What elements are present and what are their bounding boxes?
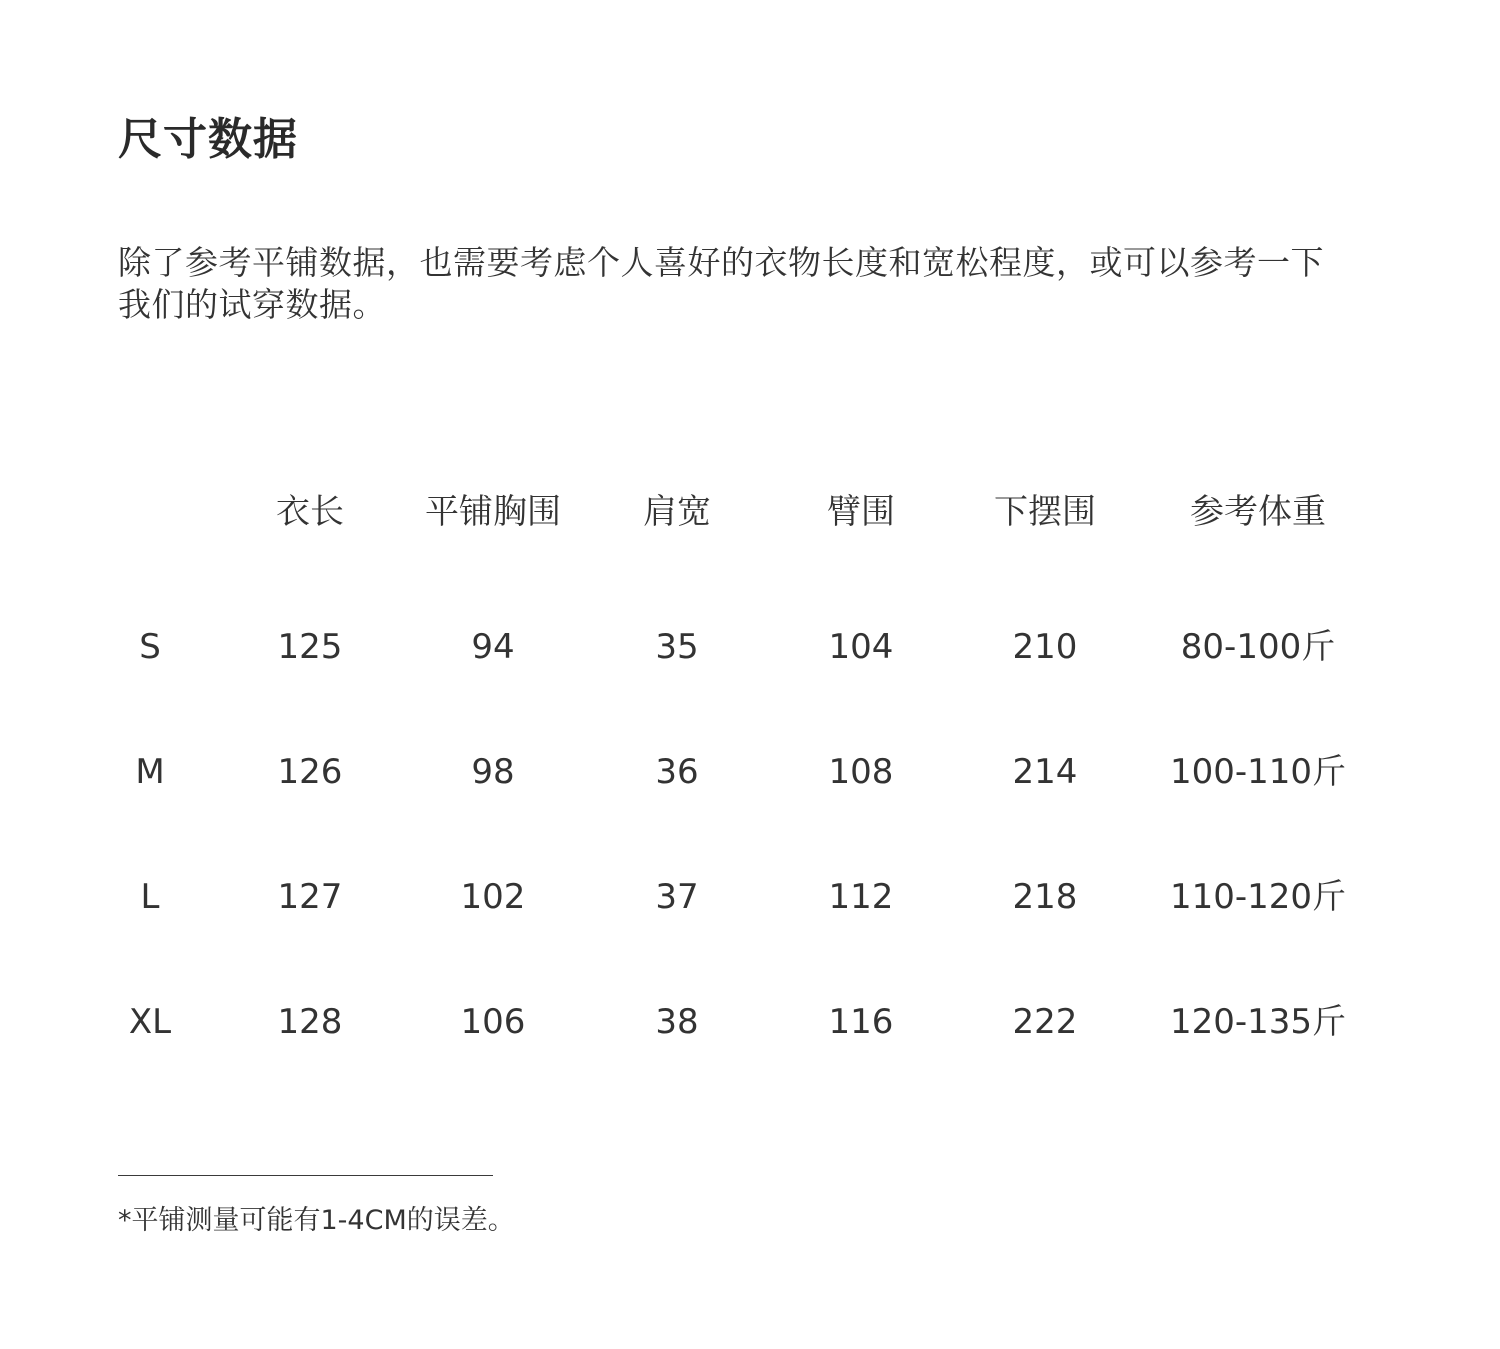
table-cell-hem-circumference: 210 <box>1012 627 1078 667</box>
table-cell-reference-weight: 110-120斤 <box>1169 877 1347 917</box>
table-cell-chest-width: 94 <box>471 627 515 667</box>
table-row-size-label: L <box>140 877 160 917</box>
table-cell-shoulder-width: 35 <box>655 627 699 667</box>
table-row-size-label: S <box>139 627 161 667</box>
table-header-arm-circumference: 臂围 <box>827 492 895 532</box>
table-cell-reference-weight: 120-135斤 <box>1169 1002 1347 1042</box>
table-cell-shoulder-width: 38 <box>655 1002 699 1042</box>
table-cell-chest-width: 102 <box>460 877 526 917</box>
table-cell-length: 128 <box>277 1002 343 1042</box>
table-cell-length: 125 <box>277 627 343 667</box>
table-cell-hem-circumference: 222 <box>1012 1002 1078 1042</box>
table-cell-hem-circumference: 218 <box>1012 877 1078 917</box>
table-cell-chest-width: 98 <box>471 752 515 792</box>
intro-line-2: 我们的试穿数据。 <box>118 285 386 324</box>
table-cell-chest-width: 106 <box>460 1002 526 1042</box>
table-cell-arm-circumference: 112 <box>828 877 894 917</box>
footnote-divider <box>118 1175 493 1176</box>
footnote: *平铺测量可能有1-4CM的误差。 <box>118 1205 515 1236</box>
table-cell-length: 126 <box>277 752 343 792</box>
table-header-chest-width: 平铺胸围 <box>425 492 561 532</box>
table-cell-reference-weight: 100-110斤 <box>1169 752 1347 792</box>
table-cell-length: 127 <box>277 877 343 917</box>
table-cell-arm-circumference: 116 <box>828 1002 894 1042</box>
table-header-length: 衣长 <box>276 492 344 532</box>
table-cell-arm-circumference: 108 <box>828 752 894 792</box>
page-title: 尺寸数据 <box>118 114 298 165</box>
table-cell-arm-circumference: 104 <box>828 627 894 667</box>
table-header-reference-weight: 参考体重 <box>1190 492 1326 532</box>
table-header-hem-circumference: 下摆围 <box>994 492 1096 532</box>
table-cell-hem-circumference: 214 <box>1012 752 1078 792</box>
intro-line-1: 除了参考平铺数据，也需要考虑个人喜好的衣物长度和宽松程度，或可以参考一下 <box>118 243 1324 282</box>
table-row-size-label: XL <box>128 1002 172 1042</box>
table-cell-shoulder-width: 36 <box>655 752 699 792</box>
table-cell-reference-weight: 80-100斤 <box>1180 627 1336 667</box>
table-header-shoulder-width: 肩宽 <box>643 492 711 532</box>
table-row-size-label: M <box>135 752 165 792</box>
table-cell-shoulder-width: 37 <box>655 877 699 917</box>
